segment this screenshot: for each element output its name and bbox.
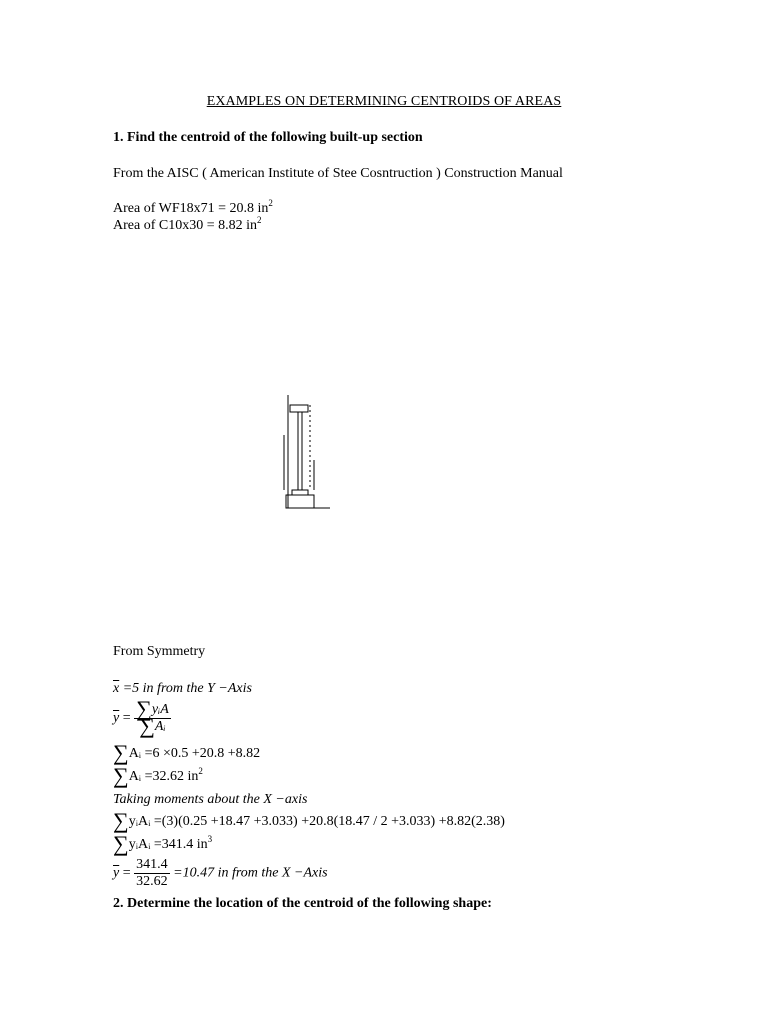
ybar-numerator: yᵢA <box>151 702 169 717</box>
source-line: From the AISC ( American Institute of Stee Cosntruction ) Construction Manual <box>113 166 563 181</box>
sum-area-exponent: 2 <box>198 766 203 776</box>
area-c-line <box>113 215 262 234</box>
sigma-icon: ∑ <box>113 740 129 765</box>
ybar-result-symbol: $\overline{y}$ <box>113 865 120 881</box>
sigma-icon: ∑ <box>113 763 129 788</box>
sum-moment-expression <box>113 808 505 833</box>
question-2: 2. Determine the location of the centroid of the following shape: <box>113 896 492 911</box>
ybar-result-fraction <box>134 857 170 890</box>
sigma-icon: ∑ <box>113 808 129 833</box>
sum-moment-exponent: 3 <box>207 834 213 844</box>
xbar-rhs: =5 in from the Y −Axis <box>122 681 252 696</box>
question-1: 1. Find the centroid of the following built-up section <box>113 130 423 145</box>
page-title: EXAMPLES ON DETERMINING CENTROIDS OF AREAS <box>206 94 562 109</box>
xbar-symbol: $\overline{x}$ <box>113 681 120 696</box>
sum-area-expression-text: Aᵢ =6 ×0.5 +20.8 +8.82 <box>128 746 261 761</box>
area-wf-line <box>113 198 273 217</box>
xbar-equation <box>113 681 252 697</box>
ybar-denominator: Aᵢ <box>154 719 166 734</box>
sum-moment-expression-text: yᵢAᵢ =(3)(0.25 +18.47 +3.033) +20.8(18.47 / 2 +3.033) +8.82(2.38) <box>128 814 505 829</box>
ybar-formula: $\overline{y}$ = $\frac{\text{∑yᵢA}}{\text{∑Aᵢ}}$ <box>113 696 169 738</box>
symmetry-line: From Symmetry <box>113 644 206 659</box>
sigma-icon: ∑ <box>136 696 152 721</box>
sum-area-value-text: Aᵢ =32.62 in <box>128 769 199 784</box>
sum-area-value <box>113 763 203 788</box>
ybar-result-rhs: =10.47 in from the X −Axis <box>173 865 328 881</box>
ybar-result: $\overline{y}$ = $\frac{341.4}{32.62}$ =10.47 in from the X −Axis <box>113 857 328 889</box>
sigma-icon: ∑ <box>139 713 155 738</box>
built-up-section-diagram <box>270 390 350 520</box>
area-wf-exponent: 2 <box>268 198 273 208</box>
ybar-result-denominator: 32.62 <box>136 874 168 889</box>
sum-moment-value-text: yᵢAᵢ =341.4 in <box>128 837 208 852</box>
area-c-text: Area of C10x30 = 8.82 in <box>113 218 257 233</box>
area-c-exponent: 2 <box>257 215 262 225</box>
moments-line: Taking moments about the X −axis <box>113 792 308 807</box>
sigma-icon: ∑ <box>113 831 129 856</box>
sum-moment-value <box>113 831 213 856</box>
ybar-symbol: $\overline{y}$ <box>113 710 120 726</box>
area-wf-text: Area of WF18x71 = 20.8 in <box>113 201 269 216</box>
sum-area-expression <box>113 740 261 765</box>
ybar-result-numerator: 341.4 <box>136 857 168 872</box>
